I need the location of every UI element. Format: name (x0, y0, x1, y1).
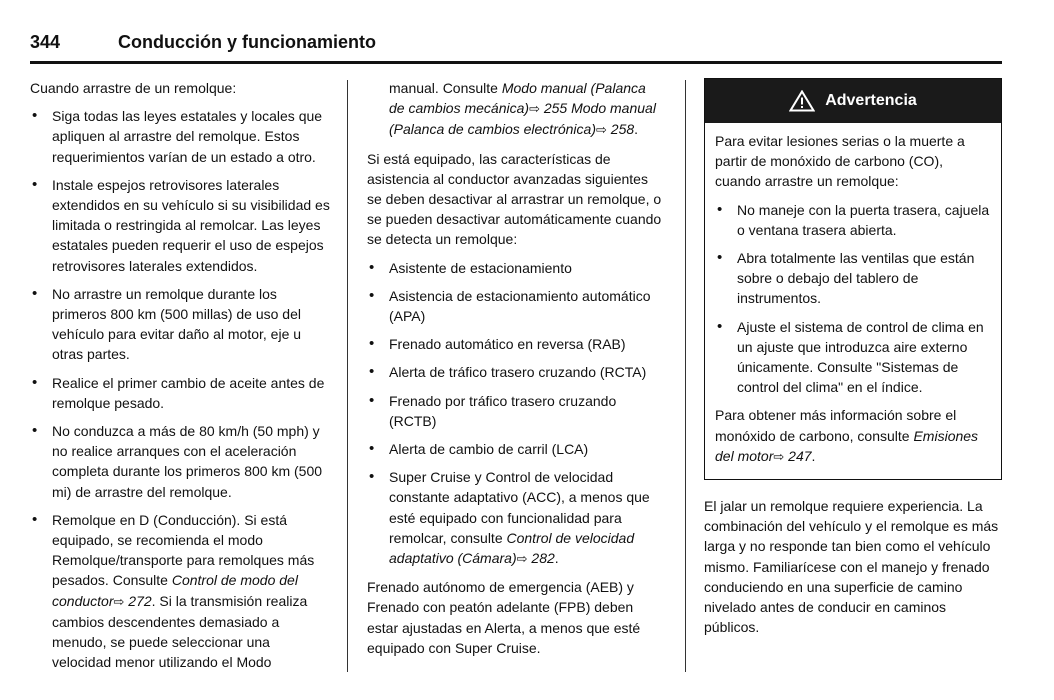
column-divider-1 (347, 80, 348, 672)
reference-page: 247 (788, 447, 812, 464)
warning-intro: Para evitar lesiones serias o la muerte a partir de monóxido de carbono (CO), cuando arrastre un remolque: (715, 133, 965, 190)
towing-intro: Cuando arrastre de un remolque: (30, 80, 237, 96)
warning-list (715, 200, 991, 398)
warning-title: Advertencia (825, 91, 917, 109)
list-item: • Siga todas las leyes estatales y locales que apliquen al arrastre del remolque. Estos requerimientos varían de un estado a otro. (30, 106, 332, 167)
reference-title: Modo manual (Palanca de cambios electrónica) (389, 100, 656, 138)
page-number: 344 (30, 32, 61, 52)
item-text: Remolque en D (Conducción). Si está equipado, se recomienda el modo Remolque/transporte para remolques más pesados. Consulte (52, 511, 315, 589)
list-item: • No conduzca a más de 80 km/h (50 mph) y no realice arranques con el aceleración completa durante los primeros 800 km (500 mi) de arrastre del remolque. (30, 421, 332, 502)
reference-title: Emisiones del motor (715, 427, 979, 464)
warning-triangle-icon (789, 90, 815, 112)
reference-title: Modo manual (Palanca de cambios mecánica) (389, 80, 646, 117)
item-text: . Si la transmisión realiza cambios descendentes demasiado a menudo, se puede seleccionar una velocidad menor utilizando el Modo (52, 592, 308, 671)
page-header (30, 30, 1002, 60)
list-item: • No maneje con la puerta trasera, cajuela o ventana trasera abierta. (715, 200, 991, 240)
warning-box (704, 78, 1002, 480)
list-item: • Abra totalmente las ventilas que están sobre o debajo del tablero de instrumentos. (715, 248, 991, 309)
assist-intro: Si está equipado, las características de asistencia al conductor avanzadas siguientes se deben desactivar al arrastrar un remolque, o se pueden desactivar automáticamente cuando se detecta un remolque: (367, 150, 662, 248)
list-item (30, 510, 332, 673)
reference-title: Control de velocidad adaptativo (Cámara) (389, 529, 635, 567)
column-3 (704, 78, 1002, 645)
list-item: • Instale espejos retrovisores laterales extendidos en su vehículo si su visibilidad es limitada o restringida al remolcar. Las leyes estatales pueden requerir el uso de espejos retrovisores laterales extendidos. (30, 175, 332, 276)
reference-page: 272 (128, 592, 152, 609)
item-text: . (554, 550, 559, 567)
footer-text: . (811, 447, 816, 464)
reference-page: 282 (531, 550, 555, 567)
reference-page: 255 (543, 100, 568, 117)
column-1 (30, 78, 332, 680)
list-item: • Frenado automático en reversa (RAB) (367, 334, 665, 354)
warning-header (705, 79, 1001, 123)
column-divider-2 (685, 80, 686, 672)
reference-page: 258 (610, 121, 635, 138)
list-item (367, 467, 665, 569)
footer-text: Para obtener más información sobre el monóxido de carbono, consulte (715, 407, 957, 444)
warning-footer (715, 405, 991, 467)
page-arrow-icon: ⇨ (113, 593, 125, 609)
continued-text (367, 78, 665, 141)
list-item: • Alerta de tráfico trasero cruzando (RCTA) (367, 362, 665, 382)
page-arrow-icon: ⇨ (516, 551, 528, 567)
list-item: • Frenado por tráfico trasero cruzando (RCTB) (367, 391, 665, 431)
driver-assist-list (367, 258, 665, 570)
chapter-title: Conducción y funcionamiento (118, 32, 377, 52)
list-item: • Realice el primer cambio de aceite antes de remolque pesado. (30, 373, 332, 413)
reference-title: Control de modo del conductor (52, 572, 298, 609)
list-item: • Alerta de cambio de carril (LCA) (367, 439, 665, 459)
list-item: • No arrastre un remolque durante los primeros 800 km (500 millas) de uso del vehículo para evitar daño al motor, eje u otras partes. (30, 284, 332, 365)
page-arrow-icon: ⇨ (596, 122, 607, 138)
page-arrow-icon: ⇨ (529, 101, 540, 117)
towing-tips-list (30, 106, 332, 672)
column-2 (367, 78, 665, 666)
warning-body (705, 123, 1001, 479)
experience-paragraph: El jalar un remolque requiere experiencia. La combinación del vehículo y el remolque es más larga y no responde tan bien como el vehículo mismo. Familiarícese con el manejo y frenado conduciendo en una superficie de camino nivelado antes de conducir en caminos públicos. (704, 498, 999, 636)
header-divider (30, 61, 1002, 64)
continued-end: . (634, 121, 639, 138)
page-arrow-icon: ⇨ (773, 448, 785, 464)
item-text: Super Cruise y Control de velocidad constante adaptativo (ACC), a menos que esté equipado con funcionalidad para remolcar, consulte (389, 469, 650, 546)
list-item: • Asistente de estacionamiento (367, 258, 665, 278)
continued-lead: manual. Consulte (389, 80, 502, 96)
list-item: • Asistencia de estacionamiento automático (APA) (367, 286, 665, 326)
aeb-note: Frenado autónomo de emergencia (AEB) y Frenado con peatón adelante (FPB) deben estar ajustadas en Alerta, a menos que esté equipado con Super Cruise. (367, 579, 641, 656)
list-item: • Ajuste el sistema de control de clima en un ajuste que introduzca aire externo únicamente. Consulte "Sistemas de control del clima" en el índice. (715, 317, 991, 398)
